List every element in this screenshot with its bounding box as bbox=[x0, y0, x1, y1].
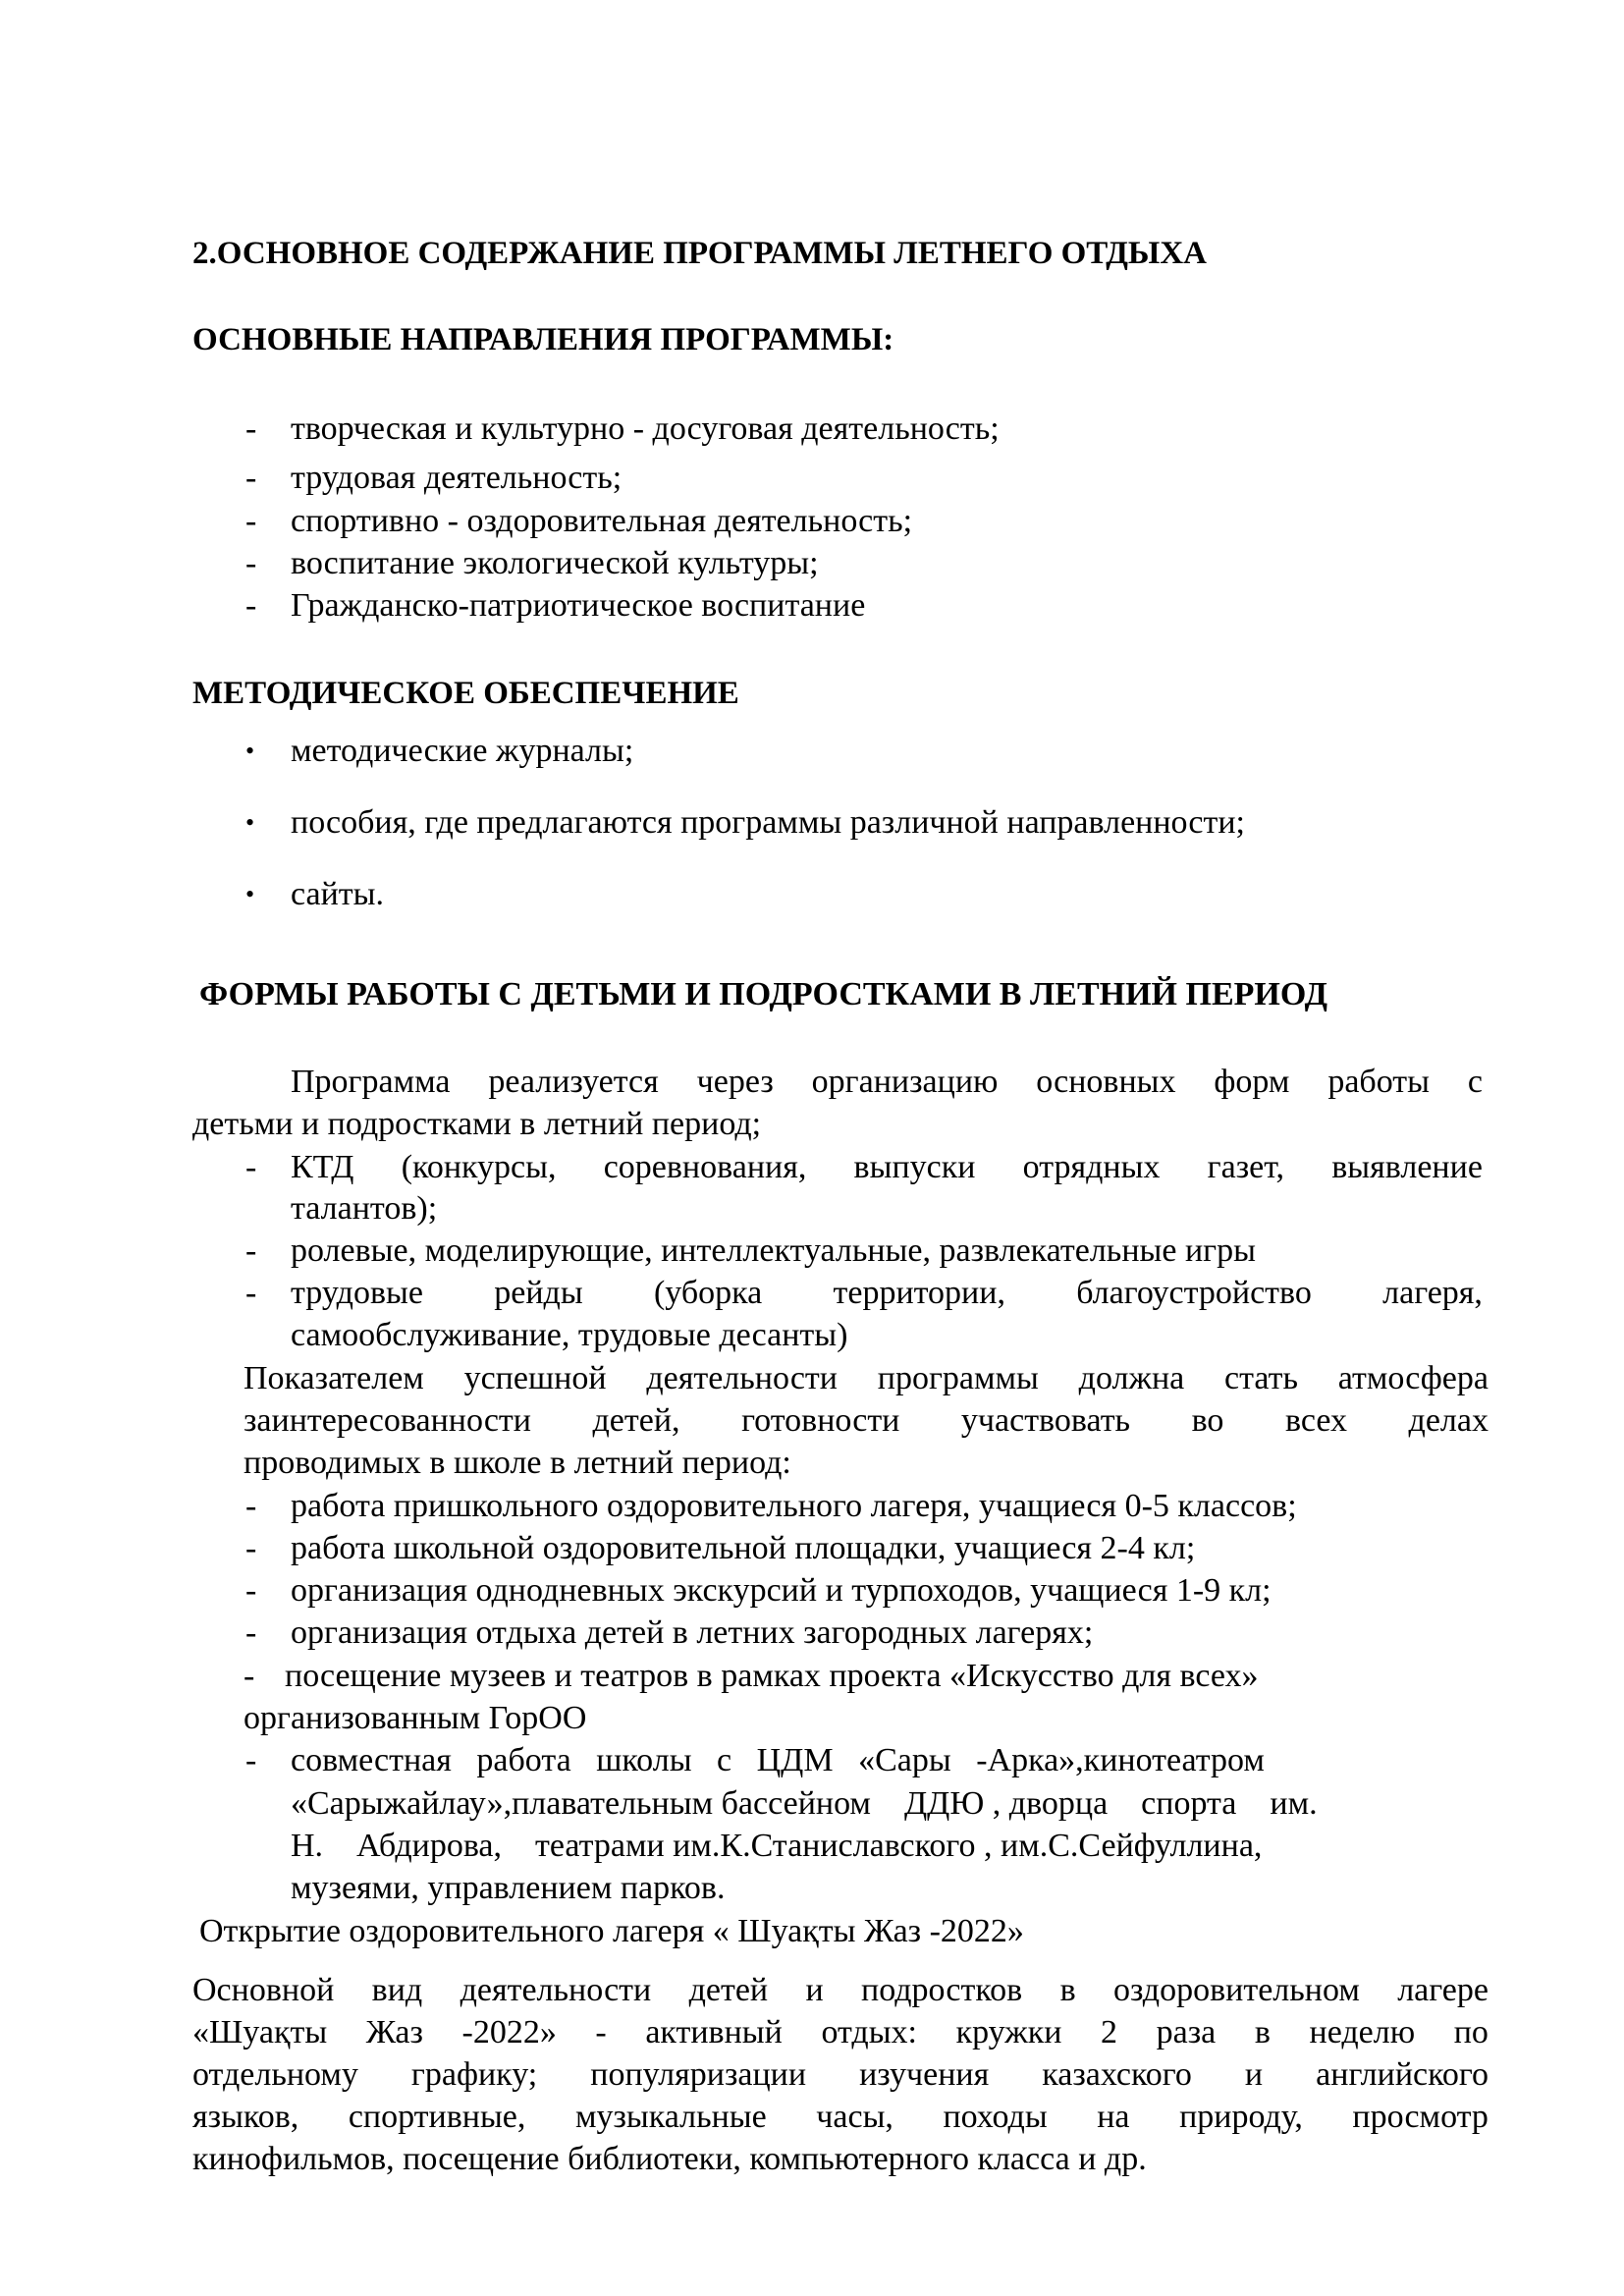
final-line1: Основной вид деятельности детей и подростков в оздоровительном лагере bbox=[192, 1972, 1489, 2008]
final-line4: языков, спортивные, музыкальные часы, походы на природу, просмотр bbox=[192, 2099, 1489, 2135]
indicator-line2: заинтересованности детей, готовности участвовать во всех делах bbox=[244, 1402, 1489, 1439]
camp-opening: Открытие оздоровительного лагеря « Шуақты Жаз -2022» bbox=[199, 1913, 1024, 1949]
bullet-marker: • bbox=[245, 808, 255, 837]
ktd-line: КТД (конкурсы, соревнования, выпуски отрядных газет, выявление bbox=[291, 1149, 1483, 1185]
list-item: организация отдыха детей в летних загородных лагерях; bbox=[291, 1614, 1094, 1651]
list-item: работа школьной оздоровительной площадки, учащиеся 2-4 кл; bbox=[291, 1530, 1196, 1566]
list-item: работа пришкольного оздоровительного лагеря, учащиеся 0-5 классов; bbox=[291, 1488, 1297, 1524]
raids-line: трудовые рейды (уборка территории, благоустройство лагеря, bbox=[291, 1275, 1483, 1311]
forms-intro-line1: Программа реализуется через организацию основных форм работы с bbox=[291, 1064, 1483, 1100]
heading-main: 2.ОСНОВНОЕ СОДЕРЖАНИЕ ПРОГРАММЫ ЛЕТНЕГО ОТДЫХА bbox=[192, 236, 1207, 271]
list-item: творческая и культурно - досуговая деятельность; bbox=[291, 410, 1000, 447]
raids-cont: самообслуживание, трудовые десанты) bbox=[291, 1317, 848, 1353]
list-item: организация однодневных экскурсий и турпоходов, учащиеся 1-9 кл; bbox=[291, 1572, 1272, 1609]
final-line3: отдельному графику; популяризации изучения казахского и английского bbox=[192, 2056, 1489, 2093]
games-line: ролевые, моделирующие, интеллектуальные, развлекательные игры bbox=[291, 1232, 1256, 1269]
final-line5: кинофильмов, посещение библиотеки, компьютерного класса и др. bbox=[192, 2141, 1147, 2177]
dash-marker: - bbox=[245, 1149, 257, 1185]
list-item: трудовая деятельность; bbox=[291, 460, 623, 496]
dash-marker: - bbox=[245, 503, 257, 539]
dash-marker: - bbox=[245, 587, 257, 624]
dash-marker: - bbox=[245, 1488, 257, 1524]
joint-line3: Н. Абдирова, театрами им.К.Станиславского , им.С.Сейфуллина, bbox=[291, 1828, 1263, 1864]
dash-marker: - bbox=[245, 1614, 257, 1651]
heading-method: МЕТОДИЧЕСКОЕ ОБЕСПЕЧЕНИЕ bbox=[192, 676, 739, 711]
dash-marker: - bbox=[245, 1530, 257, 1566]
museums-line2: организованным ГорОО bbox=[244, 1700, 587, 1736]
bullet-marker: • bbox=[245, 737, 255, 765]
dash-marker: - bbox=[245, 545, 257, 581]
list-item: пособия, где предлагаются программы различной направленности; bbox=[291, 804, 1245, 841]
dash-marker: - bbox=[245, 1232, 257, 1269]
dash-marker: - bbox=[245, 1572, 257, 1609]
joint-line4: музеями, управлением парков. bbox=[291, 1870, 726, 1906]
forms-intro-line2: детьми и подростками в летний период; bbox=[192, 1106, 762, 1142]
joint-line1: совместная работа школы с ЦДМ «Сары -Арка»,кинотеатром bbox=[291, 1742, 1265, 1778]
list-item: сайты. bbox=[291, 876, 384, 912]
list-item: методические журналы; bbox=[291, 733, 634, 769]
dash-marker: - bbox=[245, 460, 257, 496]
bullet-marker: • bbox=[245, 880, 255, 908]
joint-line2: «Сарыжайлау»,плавательным бассейном ДДЮ , дворца спорта им. bbox=[291, 1785, 1318, 1822]
list-item: воспитание экологической культуры; bbox=[291, 545, 819, 581]
dash-marker: - bbox=[244, 1658, 255, 1694]
dash-marker: - bbox=[245, 1275, 257, 1311]
indicator-line3: проводимых в школе в летний период: bbox=[244, 1445, 791, 1481]
dash-marker: - bbox=[245, 1742, 257, 1778]
final-line2: «Шуақты Жаз -2022» - активный отдых: кружки 2 раза в неделю по bbox=[192, 2014, 1489, 2050]
heading-forms: ФОРМЫ РАБОТЫ С ДЕТЬМИ И ПОДРОСТКАМИ В ЛЕТНИЙ ПЕРИОД bbox=[199, 976, 1327, 1012]
ktd-cont: талантов); bbox=[291, 1190, 438, 1227]
list-item: Гражданско-патриотическое воспитание bbox=[291, 587, 866, 624]
list-item: спортивно - оздоровительная деятельность; bbox=[291, 503, 913, 539]
heading-directions: ОСНОВНЫЕ НАПРАВЛЕНИЯ ПРОГРАММЫ: bbox=[192, 322, 894, 357]
dash-marker: - bbox=[245, 410, 257, 447]
museums-line1: посещение музеев и театров в рамках проекта «Искусство для всех» bbox=[285, 1658, 1259, 1694]
indicator-line1: Показателем успешной деятельности программы должна стать атмосфера bbox=[244, 1360, 1489, 1396]
